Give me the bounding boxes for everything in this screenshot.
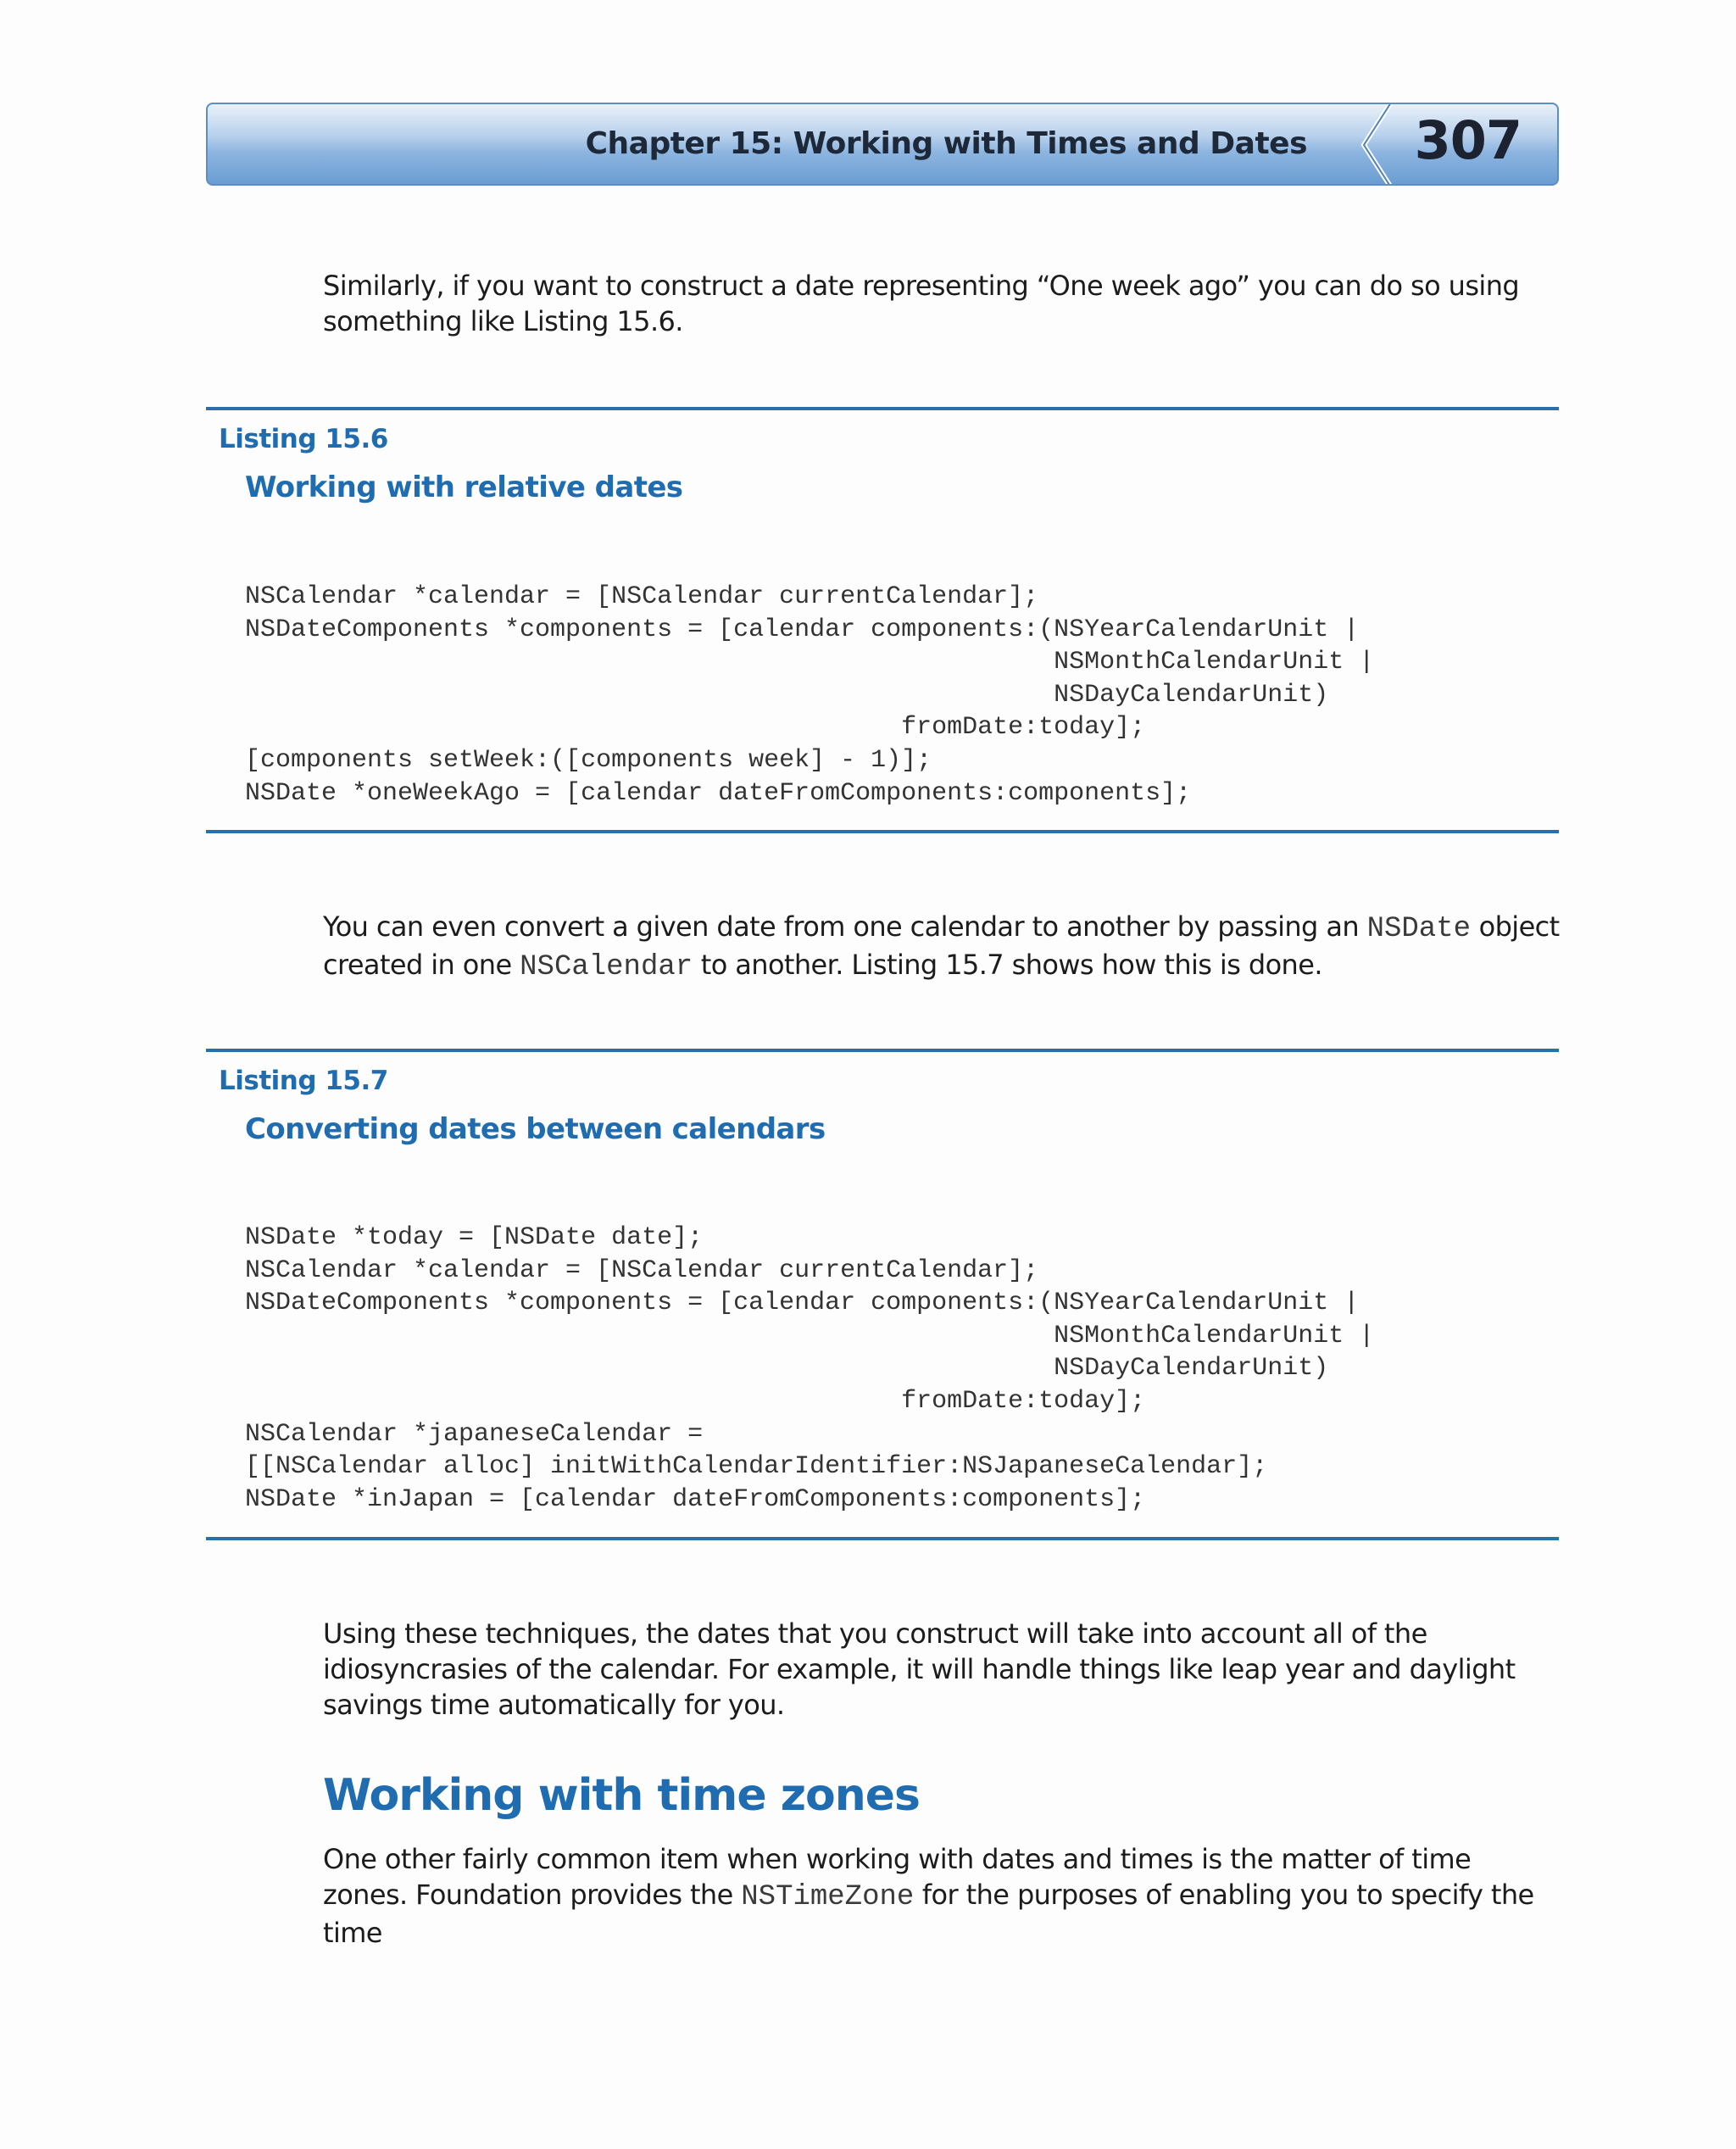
listing-15-7-title: Converting dates between calendars [245,1112,826,1146]
section-heading: Working with time zones [323,1770,920,1821]
text-run: to another. Listing 15.7 shows how this is done. [693,949,1322,981]
inline-code-nsdate: NSDate [1366,913,1472,945]
header-chevron-divider [1357,103,1416,186]
listing-top-rule [206,1049,1559,1052]
listing-15-6-code: NSCalendar *calendar = [NSCalendar currentCalendar]; NSDateComponents *components = [calendar components:(NSYearCalendarUnit | NSMonthCalendarUnit | NSDayCalendarUnit) fromDate:today]; [components setWeek:([components week] - 1)]; NSDate *oneWeekAgo = [calendar dateFromComponents:components]; [245,582,1375,808]
listing-15-7-label: Listing 15.7 [219,1066,388,1096]
listing-bottom-rule [206,830,1559,833]
listing-15-6-title: Working with relative dates [245,470,683,504]
inline-code-nstimezone: NSTimeZone [741,1881,915,1913]
listing-15-6-label: Listing 15.6 [219,424,388,454]
text-run: for the purposes of enabling you to specify the time [323,1879,1534,1949]
chapter-header-bar [206,103,1559,186]
convert-paragraph [323,909,1561,985]
time-zone-paragraph [323,1841,1561,1951]
listing-bottom-rule [206,1537,1559,1540]
listing-15-7-code: NSDate *today = [NSDate date]; NSCalendar *calendar = [NSCalendar currentCalendar]; NSDateComponents *components = [calendar components:(NSYearCalendarUnit | NSMonthCalendarUnit | NSDayCalendarUnit) fromDate:today]; NSCalendar *japaneseCalendar = [[NSCalendar alloc] initWithCalendarIdentifier:NSJapaneseCalendar]; NSDate *inJapan = [calendar dateFromComponents:components]; [245,1223,1375,1514]
text-run: object created in one [323,910,1560,981]
text-run: You can even convert a given date from one calendar to another by passing an [323,910,1367,943]
inline-code-nscalendar: NSCalendar [520,951,693,983]
text-run: One other fairly common item when working with dates and times is the matter of time zones. Foundation provides the [323,1843,1472,1911]
page-number: 307 [1414,109,1522,171]
intro-paragraph: Similarly, if you want to construct a date representing “One week ago” you can do so using something like Listing 15.6. [323,270,1520,337]
chapter-title: Chapter 15: Working with Times and Dates [585,126,1307,161]
listing-top-rule [206,407,1559,410]
techniques-paragraph: Using these techniques, the dates that you construct will take into account all of the idiosyncrasies of the calendar. For example, it will handle things like leap year and daylight savings time automatically for you. [323,1617,1516,1721]
